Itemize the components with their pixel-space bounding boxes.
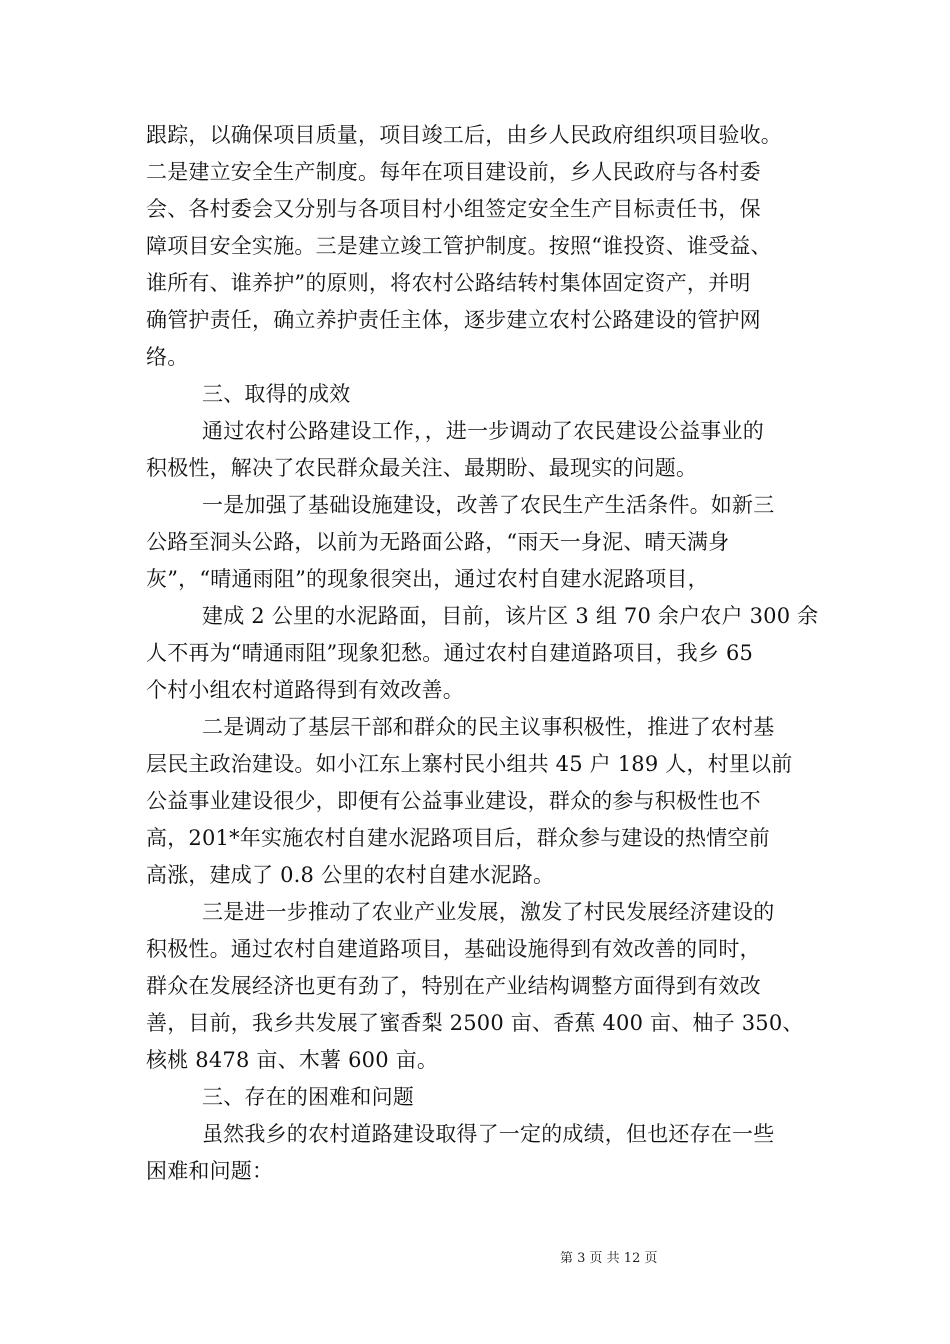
- text-line: 公路至洞头公路，以前为无路面公路，“雨天一身泥、晴天满身: [146, 530, 730, 554]
- document-body: [146, 117, 818, 1190]
- text-line: 高涨，建成了 0.8 公里的农村自建水泥路。: [146, 863, 555, 887]
- text-line: 公益事业建设很少，即便有公益事业建设，群众的参与积极性也不: [146, 789, 761, 813]
- text-line: 二是建立安全生产制度。每年在项目建设前，乡人民政府与各村委: [146, 160, 761, 184]
- text-line: 确管护责任，确立养护责任主体，逐步建立农村公路建设的管护网: [146, 308, 761, 332]
- page-number: 第 3 页 共 12 页: [560, 1251, 658, 1266]
- text-line: 善，目前，我乡共发展了蜜香梨 2500 亩、香蕉 400 亩、柚子 350、: [146, 1011, 804, 1035]
- text-line: 层民主政治建设。如小江东上寨村民小组共 45 户 189 人，村里以前: [146, 752, 793, 776]
- text-line: 建成 2 公里的水泥路面，目前，该片区 3 组 70 余户农户 300 余: [202, 604, 819, 628]
- text-line: 障项目安全实施。三是建立竣工管护制度。按照“谁投资、谁受益、: [146, 234, 772, 258]
- text-line: 虽然我乡的农村道路建设取得了一定的成绩，但也还存在一些: [202, 1122, 775, 1146]
- text-line: 三、取得的成效: [202, 382, 351, 406]
- text-line: 人不再为“晴通雨阻”现象犯愁。通过农村自建道路项目，我乡 65: [146, 641, 754, 665]
- text-line: 核桃 8478 亩、木薯 600 亩。: [146, 1048, 439, 1072]
- text-line: 困难和问题：: [146, 1159, 274, 1183]
- text-line: 灰”，“晴通雨阻”的现象很突出，通过农村自建水泥路项目，: [146, 567, 709, 591]
- text-line: 高，201*年实施农村自建水泥路项目后，群众参与建设的热情空前: [146, 826, 770, 850]
- text-line: 个村小组农村道路得到有效改善。: [146, 678, 464, 702]
- text-line: 积极性。通过农村自建道路项目，基础设施得到有效改善的同时，: [146, 937, 761, 961]
- text-line: 通过农村公路建设工作，，进一步调动了农民建设公益事业的: [202, 419, 764, 443]
- text-line: 群众在发展经济也更有劲了，特别在产业结构调整方面得到有效改: [146, 974, 761, 998]
- text-line: 二是调动了基层干部和群众的民主议事积极性，推进了农村基: [202, 715, 775, 739]
- text-line: 会、各村委会又分别与各项目村小组签定安全生产目标责任书，保: [146, 197, 761, 221]
- text-line: 谁所有、谁养护”的原则，将农村公路结转村集体固定资产，并明: [146, 271, 751, 295]
- text-line: 三、存在的困难和问题: [202, 1085, 414, 1109]
- text-line: 三是进一步推动了农业产业发展，激发了村民发展经济建设的: [202, 900, 775, 924]
- text-line: 络。: [146, 345, 189, 369]
- text-line: 积极性，解决了农民群众最关注、最期盼、最现实的问题。: [146, 456, 698, 480]
- text-line: 一是加强了基础设施建设，改善了农民生产生活条件。如新三: [202, 493, 775, 517]
- text-line: 跟踪，以确保项目质量，项目竣工后，由乡人民政府组织项目验收。: [146, 123, 782, 147]
